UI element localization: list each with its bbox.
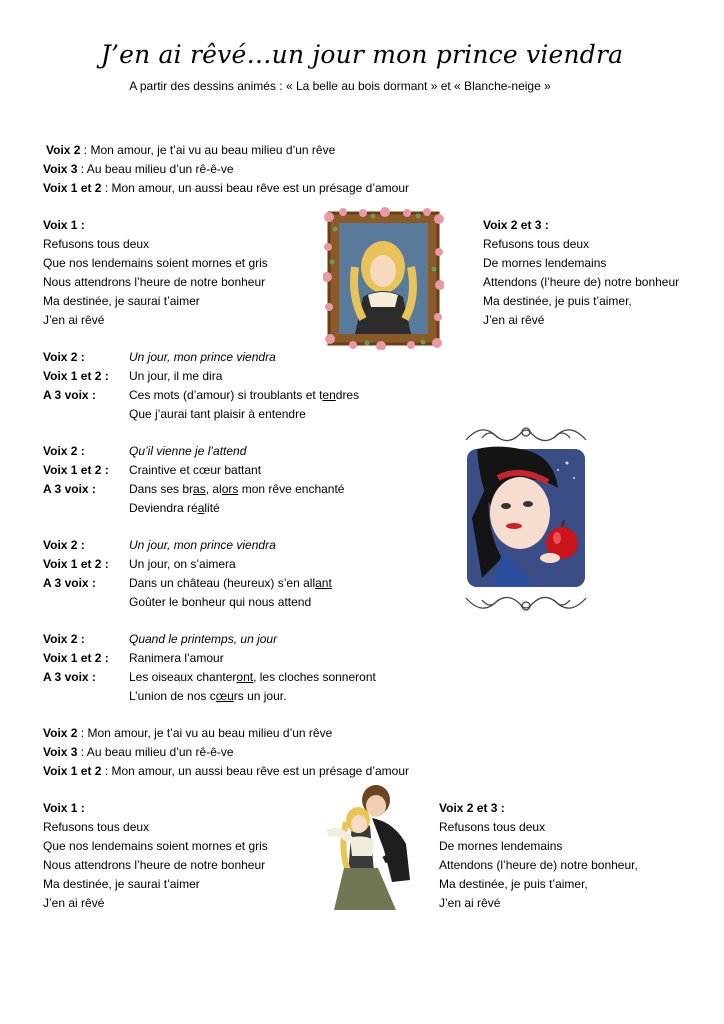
aurora-portrait-illustration <box>323 207 444 350</box>
lyric-line: Dans ses bras, alors mon rêve enchanté <box>129 482 345 496</box>
refrain-line: Ma destinée, je puis t’aimer, <box>439 877 588 891</box>
intro-line: Voix 2 : Mon amour, je t’ai vu au beau milieu d’un rêve <box>46 143 336 157</box>
voice-label: Voix 2 : <box>43 632 85 646</box>
refrain-line: Refusons tous deux <box>43 237 150 251</box>
lyric-line: Quand le printemps, un jour <box>129 632 278 646</box>
prince-and-princess-illustration <box>314 782 416 910</box>
refrain-line: Refusons tous deux <box>43 820 150 834</box>
lyric-line: L’union de nos cœurs un jour. <box>129 689 287 703</box>
refrain-header: Voix 2 et 3 : <box>439 801 505 815</box>
refrain-line: Ma destinée, je puis t’aimer, <box>483 294 632 308</box>
intro-line: Voix 3 : Au beau milieu d’un rê-ê-ve <box>43 162 234 176</box>
refrain-line: De mornes lendemains <box>483 256 607 270</box>
voice-label: Voix 1 et 2 : <box>43 651 109 665</box>
refrain-header: Voix 1 : <box>43 218 85 232</box>
refrain-line: Attendons (l’heure de) notre bonheur, <box>439 858 638 872</box>
lyric-line: Goûter le bonheur qui nous attend <box>129 595 312 609</box>
lyric-line: Un jour, on s’aimera <box>129 557 236 571</box>
refrain-header: Voix 2 et 3 : <box>483 218 549 232</box>
refrain-line: Refusons tous deux <box>483 237 590 251</box>
refrain-line: J’en ai rêvé <box>439 896 501 910</box>
voice-label: Voix 2 : <box>43 444 85 458</box>
outro-line: Voix 1 et 2 : Mon amour, un aussi beau rêve est un présage d’amour <box>43 764 409 778</box>
lyric-line: Un jour, mon prince viendra <box>129 350 276 364</box>
lyric-line: Un jour, mon prince viendra <box>129 538 276 552</box>
outro-line: Voix 3 : Au beau milieu d’un rê-ê-ve <box>43 745 234 759</box>
voice-label: A 3 voix : <box>43 482 96 496</box>
outro-line: Voix 2 : Mon amour, je t’ai vu au beau milieu d’un rêve <box>43 726 333 740</box>
intro-line: Voix 1 et 2 : Mon amour, un aussi beau rêve est un présage d’amour <box>43 181 409 195</box>
lyric-line: Les oiseaux chanteront, les cloches sonneront <box>129 670 376 684</box>
refrain-line: De mornes lendemains <box>439 839 563 853</box>
refrain-line: Refusons tous deux <box>439 820 546 834</box>
voice-label: Voix 1 et 2 : <box>43 463 109 477</box>
refrain-line: Que nos lendemains soient mornes et gris <box>43 256 268 270</box>
refrain-line: Ma destinée, je saurai t’aimer <box>43 294 200 308</box>
lyric-line: Un jour, il me dira <box>129 369 223 383</box>
voice-label: A 3 voix : <box>43 670 96 684</box>
voice-label: A 3 voix : <box>43 576 96 590</box>
voice-label: Voix 2 : <box>43 350 85 364</box>
refrain-line: J’en ai rêvé <box>43 896 105 910</box>
refrain-header: Voix 1 : <box>43 801 85 815</box>
voice-label: Voix 1 et 2 : <box>43 369 109 383</box>
refrain-line: J’en ai rêvé <box>43 313 105 327</box>
refrain-line: Nous attendrons l’heure de notre bonheur <box>43 275 266 289</box>
refrain-line: Attendons (l’heure de) notre bonheur <box>483 275 680 289</box>
page-subtitle: A partir des dessins animés : « La belle au bois dormant » et « Blanche-neige » <box>129 79 551 93</box>
voice-label: A 3 voix : <box>43 388 96 402</box>
lyric-line: Ranimera l’amour <box>129 651 224 665</box>
refrain-line: Nous attendrons l’heure de notre bonheur <box>43 858 266 872</box>
lyric-line: Qu’il vienne je l’attend <box>129 444 247 458</box>
lyric-line: Ces mots (d’amour) si troublants et tendres <box>129 388 360 402</box>
voice-label: Voix 1 et 2 : <box>43 557 109 571</box>
lyric-line: Deviendra réalité <box>129 501 220 515</box>
voice-label: Voix 2 : <box>43 538 85 552</box>
lyric-line: Dans un château (heureux) s’en allant <box>129 576 332 590</box>
lyric-line: Que j’aurai tant plaisir à entendre <box>129 407 306 421</box>
refrain-line: Que nos lendemains soient mornes et gris <box>43 839 268 853</box>
lyric-line: Craintive et cœur battant <box>129 463 262 477</box>
snow-white-illustration <box>462 418 590 620</box>
refrain-line: Ma destinée, je saurai t’aimer <box>43 877 200 891</box>
refrain-line: J’en ai rêvé <box>483 313 545 327</box>
page-title: J’en ai rêvé…un jour mon prince viendra <box>100 40 624 69</box>
